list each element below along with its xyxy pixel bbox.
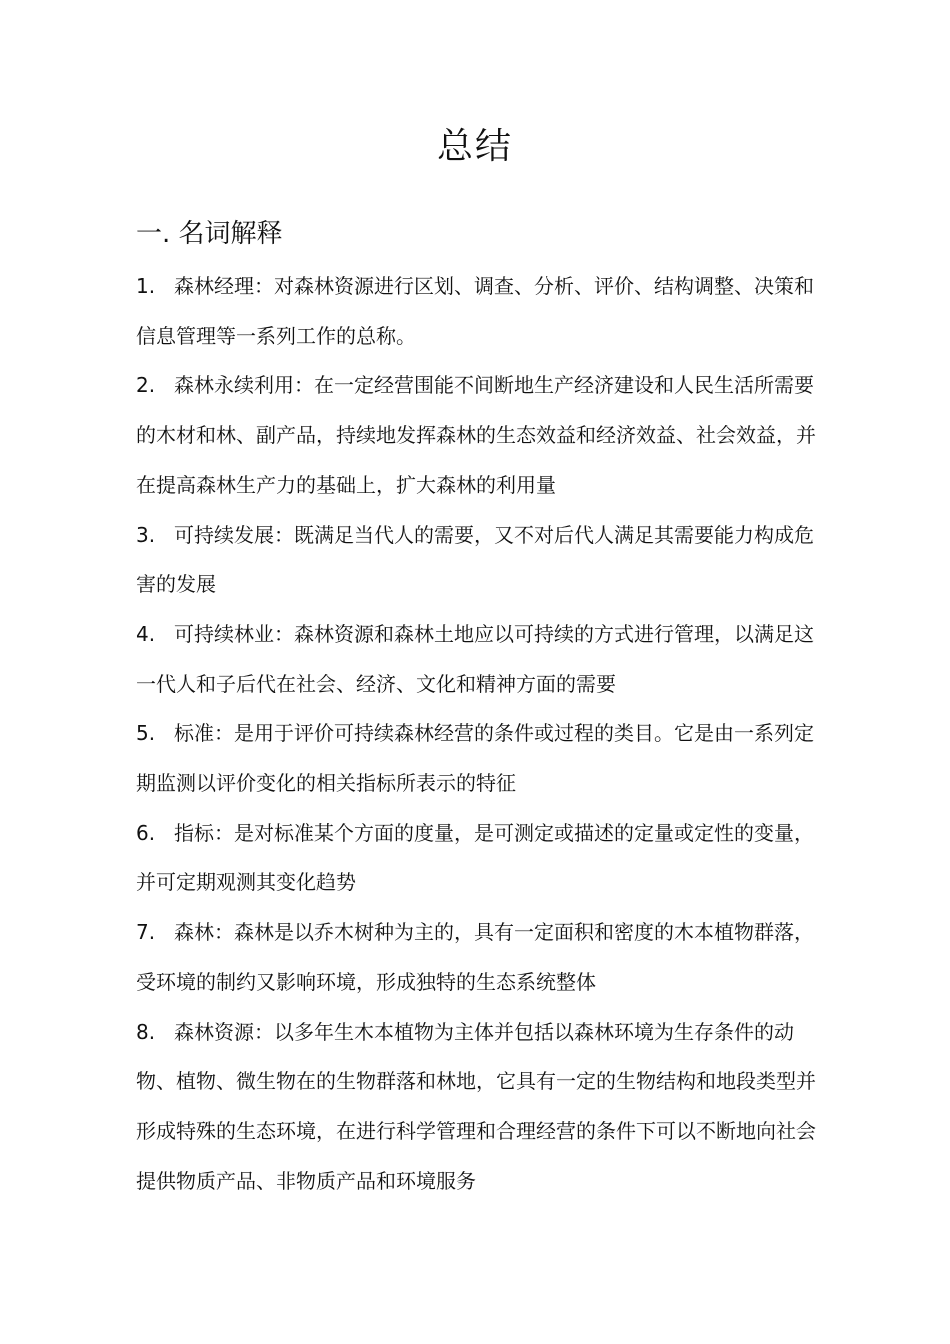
definition-item [136,809,816,908]
page-title: 总结 [436,126,513,167]
item-number: 1. [136,274,156,298]
definition-item [136,262,816,361]
definition-item [136,908,816,1007]
item-text: 可持续发展：既满足当代人的需要，又不对后代人满足其需要能力构成危害的发展 [136,522,814,597]
definition-item [136,709,816,808]
definition-item [136,511,816,610]
item-text: 指标：是对标准某个方面的度量，是可测定或描述的定量或定性的变量，并可定期观测其变化趋势 [136,820,814,895]
item-number: 6. [136,820,156,845]
item-text: 可持续林业：森林资源和森林土地应以可持续的方式进行管理，以满足这一代人和子后代在社会、经济、文化和精神方面的需要 [136,621,814,696]
definition-list [136,262,816,1206]
item-text: 标准：是用于评价可持续森林经营的条件或过程的类目。它是由一系列定期监测以评价变化的相关指标所表示的特征 [136,721,814,796]
section-heading: 一. 名词解释 [136,219,283,249]
item-text: 森林经理：对森林资源进行区划、调查、分析、评价、结构调整、决策和信息管理等一系列工作的总称。 [136,274,814,348]
item-text: 森林：森林是以乔木树种为主的，具有一定面积和密度的木本植物群落，受环境的制约又影响环境，形成独特的生态系统整体 [136,920,814,994]
definition-item [136,610,816,709]
item-number: 5. [136,721,156,746]
item-text: 森林永续利用：在一定经营围能不间断地生产经济建设和人民生活所需要的木材和林、副产品，持续地发挥森林的生态效益和经济效益、社会效益，并在提高森林生产力的基础上，扩大森林的利用量 [136,373,816,497]
item-number: 4. [136,621,156,646]
item-number: 8. [136,1019,156,1044]
item-number: 2. [136,373,156,398]
item-text: 森林资源：以多年生木本植物为主体并包括以森林环境为生存条件的动物、植物、微生物在的生物群落和林地，它具有一定的生物结构和地段类型并形成特殊的生态环境，在进行科学管理和合理经营的条件下可以不断地向社会提供物质产品、非物质产品和环境服务 [136,1019,816,1193]
definition-item [136,1008,816,1207]
definition-item [136,361,816,510]
item-number: 7. [136,920,156,945]
item-number: 3. [136,522,156,547]
